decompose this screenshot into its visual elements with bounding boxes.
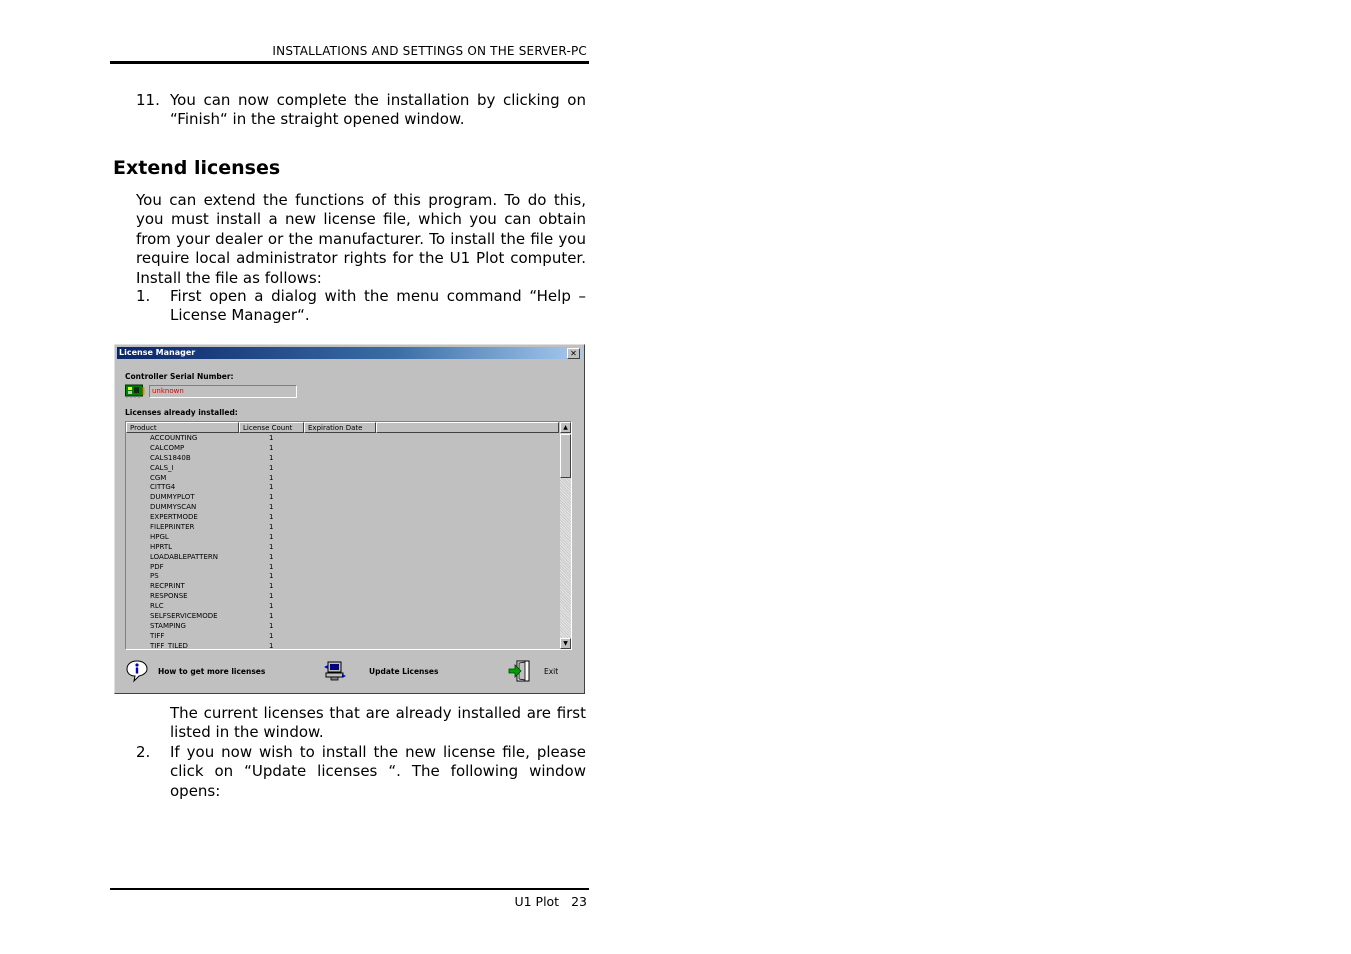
column-header-expiration-date[interactable]: Expiration Date [304,422,376,433]
license-product: HPGL [150,532,169,541]
license-count: 1 [269,552,274,561]
license-row[interactable] [126,503,559,513]
license-count: 1 [269,513,274,522]
footer-product: U1 Plot [514,894,560,909]
license-row[interactable] [126,602,559,612]
step-1-text: First open a dialog with the menu command “Help – License Manager“. [170,287,586,325]
info-icon [125,659,149,683]
license-row[interactable] [126,572,559,582]
license-rows [126,434,559,650]
exit-door-icon [508,659,532,683]
license-row[interactable] [126,493,559,503]
license-row[interactable] [126,632,559,642]
license-manager-dialog [114,344,585,694]
license-product: FILEPRINTER [150,523,195,532]
license-count: 1 [269,434,274,442]
license-count: 1 [269,532,274,541]
license-row[interactable] [126,543,559,553]
license-product: LOADABLEPATTERN [150,552,218,561]
how-to-get-licenses-button[interactable] [125,659,275,685]
list-column-headers [126,422,559,433]
license-product: DUMMYPLOT [150,493,195,502]
column-header-product[interactable]: Product [126,422,239,433]
controller-board-icon [125,384,145,398]
license-row[interactable] [126,533,559,543]
license-row[interactable] [126,474,559,484]
license-product: HPRTL [150,542,173,551]
licenses-installed-label: Licenses already installed: [125,408,238,417]
license-row[interactable] [126,523,559,533]
footer-rule [110,888,589,890]
serial-number-field[interactable]: unknown [149,385,297,398]
license-row[interactable] [126,483,559,493]
license-count: 1 [269,542,274,551]
scroll-thumb[interactable] [560,434,571,478]
update-licenses-label: Update Licenses [369,667,439,676]
license-row[interactable] [126,434,559,444]
header-rule [110,61,589,64]
step-11-number: 11. [136,91,160,109]
license-count: 1 [269,473,274,482]
license-count: 1 [269,523,274,532]
step-1-number: 1. [136,287,151,305]
scroll-up-button[interactable]: ▲ [560,422,571,433]
license-row[interactable] [126,563,559,573]
license-product: RESPONSE [150,592,188,601]
license-product: STAMPING [150,621,186,630]
update-computer-icon [323,659,347,683]
after-dialog-text: The current licenses that are already installed are first listed in the window. [170,704,586,742]
license-row[interactable] [126,454,559,464]
license-count: 1 [269,621,274,630]
license-product: CGM [150,473,167,482]
license-product: PS [150,572,159,581]
license-count: 1 [269,453,274,462]
page-number: 23 [571,894,587,909]
license-product: CALS_I [150,463,174,472]
close-button[interactable]: ✕ [567,348,580,359]
license-count: 1 [269,631,274,640]
license-product: EXPERTMODE [150,513,198,522]
vertical-scrollbar[interactable] [560,422,571,649]
how-to-get-licenses-label: How to get more licenses [158,667,266,676]
license-row[interactable] [126,642,559,650]
license-product: ACCOUNTING [150,434,198,442]
license-product: CITTG4 [150,483,176,492]
scroll-down-button[interactable]: ▼ [560,638,571,649]
dialog-titlebar[interactable] [117,347,582,359]
license-count: 1 [269,463,274,472]
page-footer [110,894,587,909]
section-heading: Extend licenses [113,157,281,179]
license-row[interactable] [126,612,559,622]
license-count: 1 [269,602,274,611]
license-count: 1 [269,483,274,492]
license-count: 1 [269,582,274,591]
license-product: RECPRINT [150,582,185,591]
license-row[interactable] [126,513,559,523]
license-row[interactable] [126,444,559,454]
update-licenses-button[interactable] [323,659,443,685]
serial-number-label: Controller Serial Number: [125,372,234,381]
license-product: SELFSERVICEMODE [150,612,218,621]
license-count: 1 [269,572,274,581]
license-product: DUMMYSCAN [150,503,197,512]
license-count: 1 [269,612,274,621]
license-count: 1 [269,443,274,452]
license-count: 1 [269,641,274,650]
license-product: CALS1840B [150,453,191,462]
column-header-filler [376,422,559,433]
running-header: INSTALLATIONS AND SETTINGS ON THE SERVER-PC [272,44,587,58]
license-count: 1 [269,592,274,601]
license-row[interactable] [126,592,559,602]
license-product: TIFF [150,631,165,640]
license-count: 1 [269,503,274,512]
step-2-number: 2. [136,743,151,761]
licenses-list[interactable] [125,421,572,650]
exit-button[interactable] [508,659,568,685]
license-count: 1 [269,562,274,571]
license-row[interactable] [126,582,559,592]
license-product: CALCOMP [150,443,185,452]
exit-label: Exit [544,667,559,676]
dialog-title: License Manager [119,348,196,357]
license-row[interactable] [126,622,559,632]
license-count: 1 [269,493,274,502]
license-row[interactable] [126,553,559,563]
intro-paragraph: You can extend the functions of this program. To do this, you must install a new license file, which you can obtain from your dealer or the manufacturer. To install the file you require local administrator rights for the U1 Plot computer. Install the file as follows: [136,191,586,287]
license-product: PDF [150,562,164,571]
column-header-license-count[interactable]: License Count [239,422,304,433]
license-product: TIFF_TILED [150,641,188,650]
step-11-text: You can now complete the installation by clicking on “Finish“ in the straight opened window. [170,91,586,129]
license-row[interactable] [126,464,559,474]
step-2-text: If you now wish to install the new license file, please click on “Update licenses “. The following window opens: [170,743,586,800]
license-product: RLC [150,602,164,611]
